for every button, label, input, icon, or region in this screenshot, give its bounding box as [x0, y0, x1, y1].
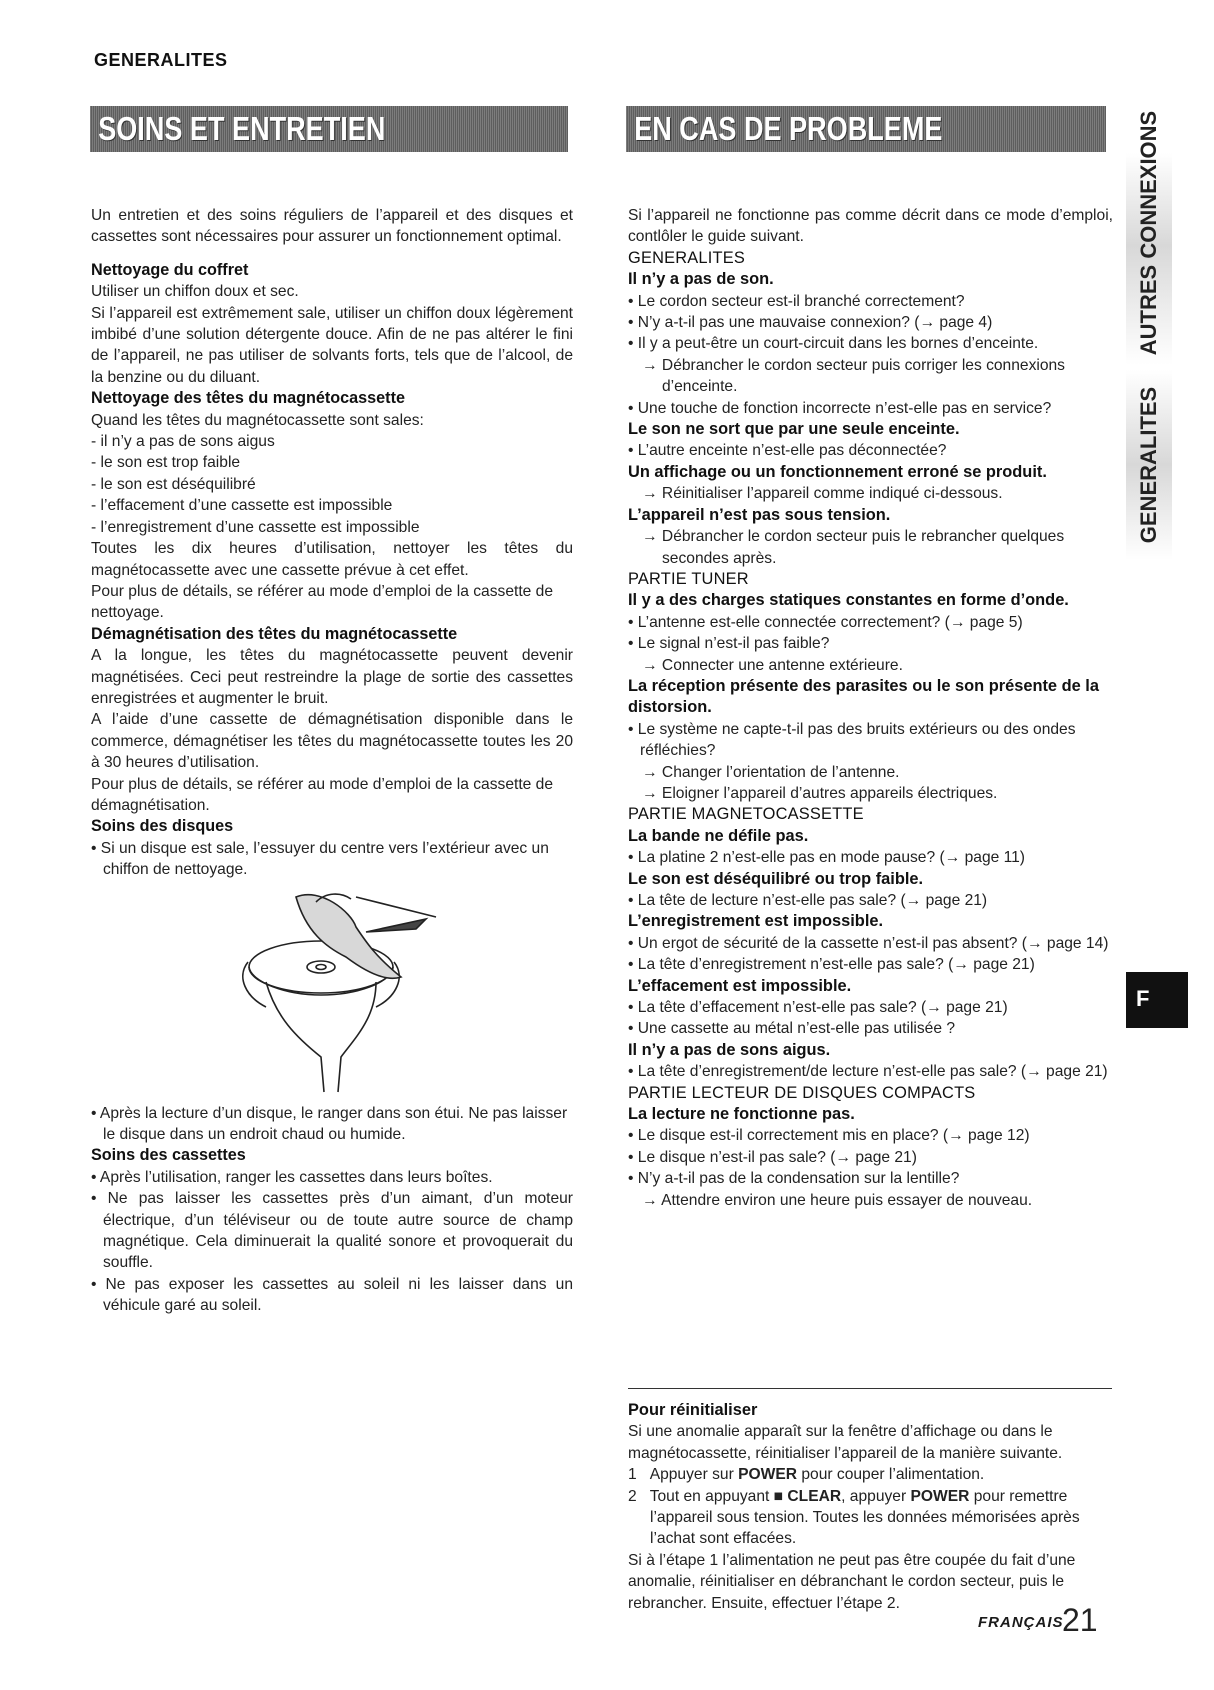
paragraph: Pour plus de détails, se référer au mode d’emploi de la cassette de nettoyage. [91, 582, 554, 622]
list-item: • La tête de lecture n’est-elle pas sale? (→ page 21) [628, 892, 988, 909]
side-tab-other-connections [1126, 100, 1172, 365]
remedy: → Connecter une antenne extérieure. [642, 656, 903, 674]
remedy: → Changer l’orientation de l’antenne. [642, 763, 900, 781]
list-item: • Après la lecture d’un disque, le ranger dans son étui. Ne pas laisser le disque dans un endroit chaud ou humide. [91, 1104, 568, 1143]
list-item: • Le cordon secteur est-il branché correctement? [628, 292, 965, 310]
list-item: • N’y a-t-il pas une mauvaise connexion? (→ page 4) [628, 314, 993, 332]
step-text: , appuyer [841, 1487, 911, 1505]
general-section-heading: GENERALITES [628, 248, 745, 267]
list-item: • Ne pas laisser les cassettes près d’un aimant, d’un moteur électrique, d’un téléviseur ou de toute autre source de champ magnétique. Cela diminuerait la qualité sonore et provoquerait du souffle. [91, 1190, 573, 1272]
list-item: • La tête d’effacement n’est-elle pas sale? (→ page 21) [628, 999, 1008, 1017]
list-item: • La tête d’enregistrement/de lecture n’est-elle pas sale? (→ page 21) [628, 1063, 1108, 1081]
symptom: La lecture ne fonctionne pas. [628, 1105, 855, 1124]
list-item: - le son est déséquilibré [91, 475, 256, 493]
list-item: • Le signal n’est-il pas faible? [628, 635, 830, 653]
reset-step-2 [628, 1486, 1114, 1550]
banner-troubleshooting-title: EN CAS DE PROBLEME [634, 110, 943, 147]
paragraph: Pour plus de détails, se référer au mode d’emploi de la cassette de démagnétisation. [91, 775, 554, 814]
list-item: - il n’y a pas de sons aigus [91, 433, 275, 451]
list-item: • Le disque n’est-il pas sale? (→ page 21) [628, 1148, 917, 1166]
list-item: • Le disque est-il correctement mis en place? (→ page 12) [628, 1127, 1030, 1145]
reset-heading: Pour réinitialiser [628, 1401, 758, 1419]
symptom: La réception présente des parasites ou le son présente de la distorsion. [628, 676, 1099, 717]
demagnetization-heading: Démagnétisation des têtes du magnétocassette [91, 624, 458, 643]
symptom: Il n’y a pas de son. [628, 270, 774, 289]
troubleshooting-column [628, 205, 1113, 1211]
list-item: • Une cassette au métal n’est-elle pas utilisée ? [628, 1020, 956, 1038]
care-intro: Un entretien et des soins réguliers de l’appareil et des disques et cassettes sont nécessaires pour assurer un fonctionnement optimal. [91, 207, 573, 246]
language-tab-label: F [1136, 986, 1150, 1011]
step-number: 2 [628, 1487, 637, 1505]
symptom: La bande ne défile pas. [628, 826, 809, 845]
disc-cleaning-illustration [226, 887, 446, 1097]
cd-section-heading: PARTIE LECTEUR DE DISQUES COMPACTS [628, 1083, 976, 1102]
step-text: pour remettre l’appareil sous tension. Toutes les données mémorisées après l’achat sont effacées. [650, 1487, 1080, 1548]
power-key-label: POWER [738, 1466, 798, 1484]
banner-troubleshooting [626, 106, 1106, 152]
section-label: GENERALITES [94, 50, 228, 70]
symptom: Le son est déséquilibré ou trop faible. [628, 869, 924, 888]
symptom: Il n’y a pas de sons aigus. [628, 1040, 831, 1059]
remedy: → Réinitialiser l’appareil comme indiqué ci-dessous. [642, 485, 1003, 503]
paragraph: Si une anomalie apparaît sur la fenêtre d’affichage ou dans le magnétocassette, réinitialiser l’appareil de la manière suivante. [628, 1423, 1063, 1462]
step-text: Tout en appuyant [649, 1487, 774, 1505]
step-number: 1 [628, 1466, 637, 1484]
side-tab-label: AUTRES CONNEXIONS [1136, 110, 1162, 355]
list-item: • Il y a peut-être un court-circuit dans les bornes d’enceinte. [628, 335, 1039, 353]
symptom: Le son ne sort que par une seule enceinte. [628, 420, 960, 439]
list-item: • La platine 2 n’est-elle pas en mode pause? (→ page 11) [628, 849, 1026, 867]
tape-section-heading: PARTIE MAGNETOCASSETTE [628, 805, 864, 824]
list-item: - l’enregistrement d’une cassette est impossible [91, 518, 420, 536]
list-item: • La tête d’enregistrement n’est-elle pas sale? (→ page 21) [628, 956, 1035, 974]
cassette-care-heading: Soins des cassettes [91, 1146, 246, 1165]
symptom: L’enregistrement est impossible. [628, 912, 884, 931]
remedy: → Eloigner l’appareil d’autres appareils électriques. [642, 784, 998, 802]
list-item: • N’y a-t-il pas de la condensation sur la lentille? [628, 1170, 960, 1188]
banner-care-title: SOINS ET ENTRETIEN [98, 110, 386, 147]
list-item: • L’antenne est-elle connectée correctement? (→ page 5) [628, 613, 1023, 631]
clear-key-label: ■ CLEAR [773, 1487, 842, 1505]
remedy: → Débrancher le cordon secteur puis le rebrancher quelques secondes après. [642, 528, 1065, 567]
list-item: • Un ergot de sécurité de la cassette n’est-il pas absent? (→ page 14) [628, 934, 1109, 952]
paragraph: Utiliser un chiffon doux et sec. [91, 283, 299, 301]
power-key-label: POWER [910, 1487, 970, 1505]
remedy: → Attendre environ une heure puis essayer de nouveau. [642, 1191, 1033, 1209]
list-item: • Le système ne capte-t-il pas des bruits extérieurs ou des ondes réfléchies? [628, 720, 1076, 760]
step-text: pour couper l’alimentation. [797, 1466, 985, 1484]
banner-care [90, 106, 568, 152]
paragraph: A l’aide d’une cassette de démagnétisation disponible dans le commerce, démagnétiser les têtes du magnétocassette toutes les 20 à 30 heures d’utilisation. [91, 711, 573, 772]
care-column [91, 205, 573, 1317]
remedy: → Débrancher le cordon secteur puis corriger les connexions d’enceinte. [642, 356, 1065, 396]
disc-care-heading: Soins des disques [91, 817, 234, 836]
list-item: • Après l’utilisation, ranger les cassettes dans leurs boîtes. [91, 1168, 493, 1186]
cabinet-cleaning-heading: Nettoyage du coffret [91, 260, 249, 279]
side-tab-label: GENERALITES [1136, 386, 1161, 544]
divider [628, 1388, 1112, 1389]
troubleshooting-intro: Si l’appareil ne fonctionne pas comme décrit dans ce mode d’emploi, contlôler le guide suivant. [628, 207, 1113, 246]
symptom: Un affichage ou un fonctionnement erroné se produit. [628, 462, 1047, 481]
footer-language: FRANÇAIS [978, 1614, 1064, 1631]
side-tabs [1126, 100, 1172, 558]
symptom: L’appareil n’est pas sous tension. [628, 505, 891, 524]
paragraph: Si à l’étape 1 l’alimentation ne peut pas être coupée du fait d’une anomalie, réinitialiser en débranchant le cordon secteur, puis le rebrancher. Ensuite, effectuer l’étape 2. [628, 1551, 1076, 1612]
head-cleaning-heading: Nettoyage des têtes du magnétocassette [91, 389, 405, 408]
tuner-section-heading: PARTIE TUNER [628, 569, 749, 588]
reset-step-1 [628, 1464, 1114, 1485]
page-number: 21 [1062, 1602, 1098, 1638]
paragraph: Quand les têtes du magnétocassette sont sales: [91, 411, 424, 429]
list-item: • Si un disque est sale, l’essuyer du centre vers l’extérieur avec un chiffon de nettoyage. [91, 839, 549, 879]
list-item: - le son est trop faible [91, 454, 241, 472]
list-item: • L’autre enceinte n’est-elle pas déconnectée? [628, 442, 947, 460]
list-item: - l’effacement d’une cassette est impossible [91, 497, 393, 515]
list-item: • Une touche de fonction incorrecte n’est-elle pas en service? [628, 399, 1052, 417]
list-item: • Ne pas exposer les cassettes au soleil ni les laisser dans un véhicule garé au soleil. [91, 1275, 573, 1315]
symptom: L’effacement est impossible. [628, 976, 852, 995]
paragraph: Toutes les dix heures d’utilisation, nettoyer les têtes du magnétocassette avec une cassette prévue à cet effet. [91, 540, 573, 579]
paragraph: A la longue, les têtes du magnétocassette peuvent devenir magnétisées. Ceci peut restreindre la plage de sortie des cassettes enregistrées et augmenter le bruit. [91, 647, 573, 707]
symptom: Il y a des charges statiques constantes en forme d’onde. [628, 591, 1069, 610]
step-text: Appuyer sur [649, 1466, 739, 1484]
paragraph: Si l’appareil est extrêmement sale, utiliser un chiffon doux légèrement imbibé d’une solution détergente douce. Afin de ne pas altérer le fini de l’appareil, ne pas utiliser de solvants forts, tels que de l’alcool, de la benzine ou du diluant. [91, 304, 573, 386]
language-tab [1126, 972, 1188, 1028]
reset-box [628, 1400, 1114, 1614]
side-tab-general [1126, 370, 1172, 560]
page-footer [978, 1602, 1108, 1636]
